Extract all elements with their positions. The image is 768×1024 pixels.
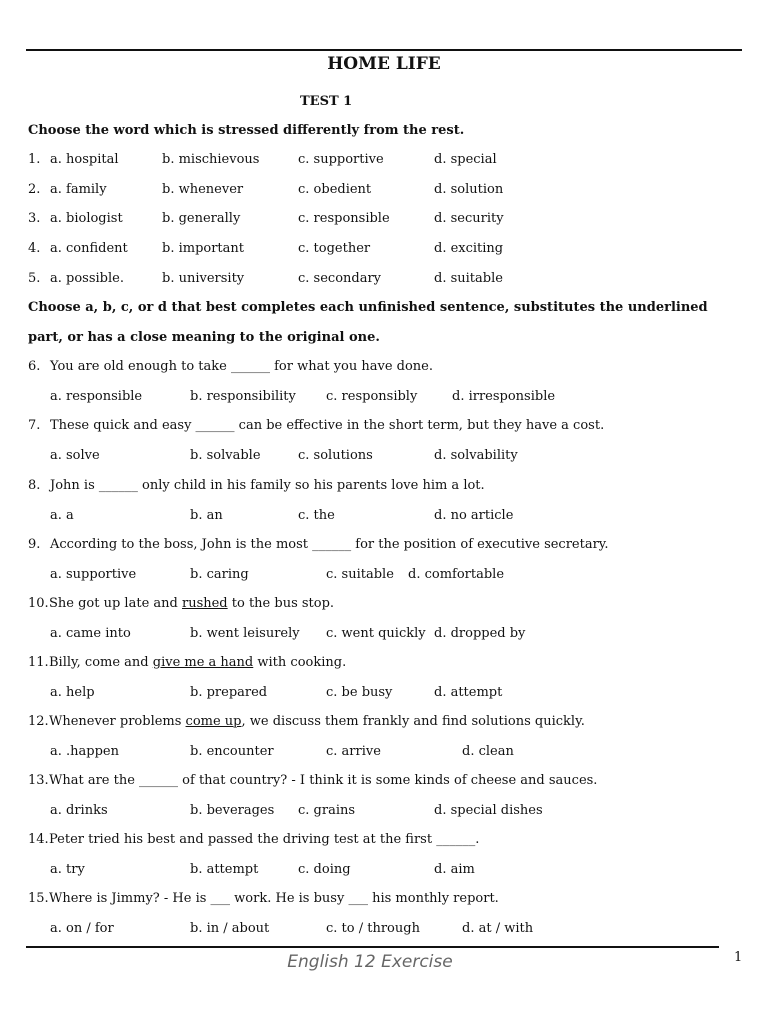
question-number: 11. [28, 655, 49, 670]
option-c: c. together [298, 241, 371, 256]
option-b: b. whenever [162, 182, 244, 197]
option-d: d. no article [434, 508, 514, 523]
option-b: b. generally [162, 211, 241, 226]
question-text [50, 418, 604, 433]
option-a: a. on / for [50, 921, 114, 936]
question-text-pre: She got up late and [49, 596, 182, 611]
bottom-rule [26, 946, 719, 948]
option-d: d. comfortable [408, 567, 505, 582]
question-text [49, 596, 334, 611]
question-number: 6. [28, 359, 41, 374]
question-text-pre: John is ______ only child in his family so his parents love him a lot. [50, 478, 485, 493]
page-number: 1 [734, 950, 743, 965]
instruction-completion-line1: Choose a, b, c, or d that best completes each unfinished sentence, substitutes the underlined [28, 300, 708, 315]
top-rule [26, 49, 742, 51]
option-b: b. caring [190, 567, 249, 582]
question-text [50, 478, 485, 493]
option-b: b. encounter [190, 744, 274, 759]
instruction-completion-line2: part, or has a close meaning to the original one. [28, 330, 380, 345]
option-a: a. supportive [50, 567, 137, 582]
question-number: 2. [28, 182, 41, 197]
option-c: c. secondary [298, 271, 382, 286]
question-number: 5. [28, 271, 41, 286]
option-d: d. clean [462, 744, 514, 759]
question-text-pre: Where is Jimmy? - He is ___ work. He is busy ___ his monthly report. [49, 891, 499, 906]
option-b: b. important [162, 241, 245, 256]
option-a: a. confident [50, 241, 128, 256]
option-d: d. exciting [434, 241, 504, 256]
question-number: 15. [28, 891, 49, 906]
underlined-phrase: give me a hand [152, 655, 254, 670]
question-text-post: to the bus stop. [227, 596, 335, 611]
question-text [49, 832, 479, 847]
option-d: d. security [434, 211, 504, 226]
option-a: a. responsible [50, 389, 143, 404]
option-d: d. special dishes [434, 803, 543, 818]
question-text [49, 655, 346, 670]
question-text-pre: These quick and easy ______ can be effective in the short term, but they have a cost. [50, 418, 605, 433]
question-number: 14. [28, 832, 49, 847]
option-a: a. biologist [50, 211, 123, 226]
option-c: c. responsible [298, 211, 390, 226]
instruction-stress: Choose the word which is stressed differently from the rest. [28, 123, 465, 138]
question-row [0, 241, 768, 261]
question-text-pre: You are old enough to take ______ for what you have done. [50, 359, 434, 374]
option-c: c. went quickly [326, 626, 426, 641]
option-a: a. help [50, 685, 95, 700]
option-b: b. went leisurely [190, 626, 300, 641]
option-d: d. irresponsible [452, 389, 556, 404]
underlined-phrase: rushed [181, 596, 228, 611]
option-c: c. solutions [298, 448, 373, 463]
option-c: c. be busy [326, 685, 393, 700]
option-b: b. beverages [190, 803, 275, 818]
option-c: c. arrive [326, 744, 381, 759]
question-text-post: with cooking. [253, 655, 347, 670]
question-number: 1. [28, 152, 41, 167]
option-a: a. solve [50, 448, 100, 463]
option-c: c. to / through [326, 921, 420, 936]
option-a: a. try [50, 862, 85, 877]
option-c: c. responsibly [326, 389, 418, 404]
option-a: a. a [50, 508, 74, 523]
option-d: d. solution [434, 182, 504, 197]
option-d: d. solvability [434, 448, 518, 463]
option-c: c. supportive [298, 152, 384, 167]
question-text [49, 714, 585, 729]
question-number: 10. [28, 596, 49, 611]
question-text-pre: What are the ______ of that country? - I think it is some kinds of cheese and sauces. [49, 773, 598, 788]
question-number: 3. [28, 211, 41, 226]
option-c: c. obedient [298, 182, 372, 197]
option-d: d. attempt [434, 685, 503, 700]
option-c: c. doing [298, 862, 351, 877]
question-number: 12. [28, 714, 49, 729]
option-b: b. attempt [190, 862, 259, 877]
question-row [0, 182, 768, 202]
option-d: d. aim [434, 862, 475, 877]
option-d: d. at / with [462, 921, 534, 936]
page-title: HOME LIFE [327, 54, 441, 74]
option-a: a. hospital [50, 152, 119, 167]
option-b: b. responsibility [190, 389, 296, 404]
option-a: a. .happen [50, 744, 119, 759]
question-text-pre: Whenever problems [49, 714, 186, 729]
question-row [0, 152, 768, 172]
question-number: 7. [28, 418, 41, 433]
question-number: 13. [28, 773, 49, 788]
question-number: 8. [28, 478, 41, 493]
option-a: a. family [50, 182, 107, 197]
question-row [0, 211, 768, 231]
option-b: b. prepared [190, 685, 268, 700]
option-d: d. dropped by [434, 626, 526, 641]
option-b: b. mischievous [162, 152, 260, 167]
option-c: c. suitable [326, 567, 394, 582]
option-b: b. solvable [190, 448, 261, 463]
test-subtitle: TEST 1 [300, 94, 353, 109]
question-number: 9. [28, 537, 41, 552]
option-a: a. drinks [50, 803, 108, 818]
question-text-pre: Peter tried his best and passed the driving test at the first ______. [49, 832, 480, 847]
question-text-post: , we discuss them frankly and find solutions quickly. [241, 714, 585, 729]
option-c: c. the [298, 508, 335, 523]
question-row [0, 271, 768, 291]
option-d: d. suitable [434, 271, 503, 286]
question-text-pre: Billy, come and [49, 655, 153, 670]
question-text [50, 359, 433, 374]
question-number: 4. [28, 241, 41, 256]
question-text-pre: According to the boss, John is the most ______ for the position of executive secretary. [50, 537, 609, 552]
question-text [50, 537, 609, 552]
option-d: d. special [434, 152, 497, 167]
option-c: c. grains [298, 803, 356, 818]
option-a: a. came into [50, 626, 131, 641]
footer-text: English 12 Exercise [287, 952, 453, 972]
question-text [49, 891, 499, 906]
option-b: b. university [162, 271, 245, 286]
option-a: a. possible. [50, 271, 124, 286]
question-text [49, 773, 597, 788]
option-b: b. an [190, 508, 223, 523]
underlined-phrase: come up [185, 714, 242, 729]
option-b: b. in / about [190, 921, 270, 936]
